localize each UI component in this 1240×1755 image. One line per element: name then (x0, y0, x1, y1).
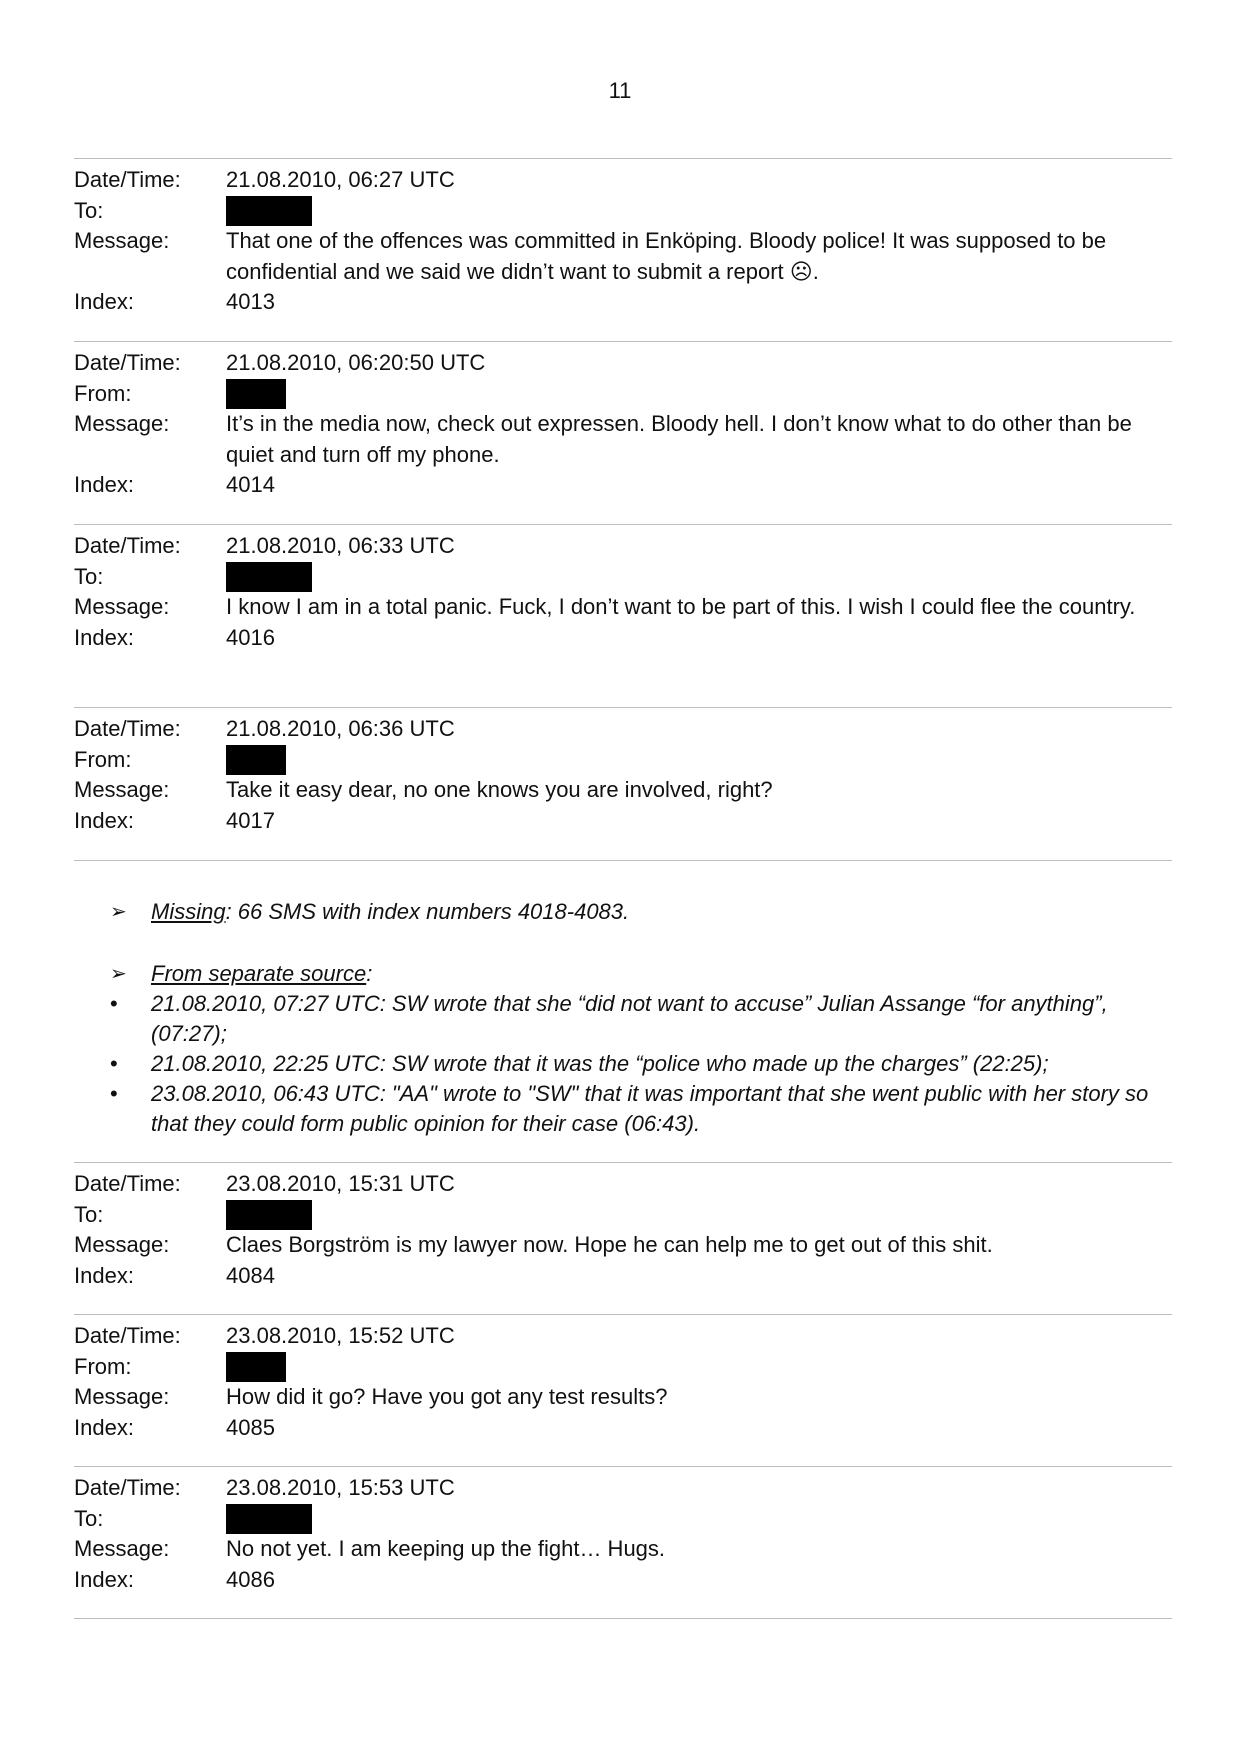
message-label: Message: (74, 594, 170, 619)
redacted-name (226, 196, 312, 226)
redacted-name (226, 745, 286, 775)
divider (74, 341, 1172, 342)
divider (74, 707, 1172, 708)
datetime-value: 23.08.2010, 15:31 UTC (226, 1171, 455, 1196)
message-text: I know I am in a total panic. Fuck, I don’t want to be part of this. I wish I could flee the country. (226, 594, 1136, 619)
source-note (110, 959, 1170, 989)
page-number: 11 (608, 78, 632, 103)
notes-section (110, 897, 1170, 1139)
divider (74, 1314, 1172, 1315)
message-label: Message: (74, 1384, 170, 1409)
datetime-label: Date/Time: (74, 350, 181, 375)
message-text: That one of the offences was committed in Enköping. Bloody police! It was supposed to be confidential and we said we didn’t want to submit a report ☹. (226, 228, 1107, 284)
index-value: 4086 (226, 1566, 275, 1592)
direction-label: From: (74, 380, 132, 406)
datetime-value: 21.08.2010, 06:36 UTC (226, 716, 455, 741)
list-item (110, 1079, 1170, 1139)
bullet-text: 23.08.2010, 06:43 UTC: "AA" wrote to "SW" that it was important that she went public with her story so that they could form public opinion for their case (06:43). (151, 1081, 1149, 1136)
divider (74, 1466, 1172, 1467)
bullet-text: 21.08.2010, 22:25 UTC: SW wrote that it was the “police who made up the charges” (22:25); (151, 1051, 1049, 1076)
missing-label: Missing (151, 899, 226, 924)
index-label: Index: (74, 472, 134, 497)
message-entry (74, 1321, 1172, 1443)
message-label: Message: (74, 228, 170, 253)
message-entry (74, 1169, 1172, 1291)
message-entry (74, 714, 1172, 836)
bullet-icon: • (110, 1081, 118, 1106)
datetime-value: 21.08.2010, 06:33 UTC (226, 533, 455, 558)
datetime-value: 23.08.2010, 15:52 UTC (226, 1323, 455, 1348)
message-label: Message: (74, 1232, 170, 1257)
list-item (110, 1049, 1170, 1079)
datetime-value: 23.08.2010, 15:53 UTC (226, 1475, 455, 1500)
divider (74, 1162, 1172, 1163)
direction-label: To: (74, 1505, 104, 1531)
direction-label: From: (74, 746, 132, 772)
direction-label: From: (74, 1353, 132, 1379)
message-entry (74, 531, 1172, 653)
source-text: : (366, 961, 373, 986)
direction-label: To: (74, 563, 104, 589)
message-text: How did it go? Have you got any test results? (226, 1384, 668, 1409)
missing-note (110, 897, 1170, 927)
message-label: Message: (74, 411, 170, 436)
datetime-label: Date/Time: (74, 1171, 181, 1196)
datetime-label: Date/Time: (74, 716, 181, 741)
bullet-text: 21.08.2010, 07:27 UTC: SW wrote that she “did not want to accuse” Julian Assange “for anything”, (07:27); (151, 991, 1108, 1046)
message-text: No not yet. I am keeping up the fight… Hugs. (226, 1536, 666, 1561)
message-label: Message: (74, 777, 170, 802)
index-label: Index: (74, 807, 134, 833)
redacted-name (226, 1504, 312, 1534)
index-label: Index: (74, 1566, 134, 1592)
source-label: From separate source (151, 961, 367, 986)
index-value: 4013 (226, 289, 275, 314)
list-item (110, 989, 1170, 1049)
divider (74, 524, 1172, 525)
datetime-label: Date/Time: (74, 167, 181, 192)
divider (74, 860, 1172, 861)
message-text: Take it easy dear, no one knows you are involved, right? (226, 777, 773, 802)
message-entry (74, 348, 1172, 501)
datetime-label: Date/Time: (74, 1323, 181, 1348)
arrow-bullet-icon: ➢ (110, 901, 127, 923)
direction-label: To: (74, 1201, 104, 1227)
datetime-value: 21.08.2010, 06:27 UTC (226, 167, 455, 192)
index-value: 4017 (226, 807, 275, 833)
arrow-bullet-icon: ➢ (110, 963, 127, 985)
divider (74, 158, 1172, 159)
bullet-icon: • (110, 1051, 118, 1076)
message-label: Message: (74, 1536, 170, 1561)
index-label: Index: (74, 1414, 134, 1440)
index-label: Index: (74, 289, 134, 314)
redacted-name (226, 379, 286, 409)
message-text: It’s in the media now, check out expressen. Bloody hell. I don’t know what to do other than be quiet and turn off my phone. (226, 411, 1132, 467)
index-value: 4084 (226, 1262, 275, 1288)
index-label: Index: (74, 624, 134, 650)
redacted-name (226, 562, 312, 592)
divider (74, 1618, 1172, 1619)
direction-label: To: (74, 197, 104, 223)
message-text: Claes Borgström is my lawyer now. Hope he can help me to get out of this shit. (226, 1232, 993, 1257)
datetime-label: Date/Time: (74, 533, 181, 558)
message-entry (74, 1473, 1172, 1595)
index-value: 4014 (226, 472, 275, 497)
redacted-name (226, 1352, 286, 1382)
index-value: 4016 (226, 624, 275, 650)
missing-text: : 66 SMS with index numbers 4018-4083. (225, 899, 630, 924)
datetime-value: 21.08.2010, 06:20:50 UTC (226, 350, 486, 375)
bullet-icon: • (110, 991, 118, 1016)
message-entry (74, 165, 1172, 318)
datetime-label: Date/Time: (74, 1475, 181, 1500)
redacted-name (226, 1200, 312, 1230)
index-value: 4085 (226, 1414, 275, 1440)
index-label: Index: (74, 1262, 134, 1288)
